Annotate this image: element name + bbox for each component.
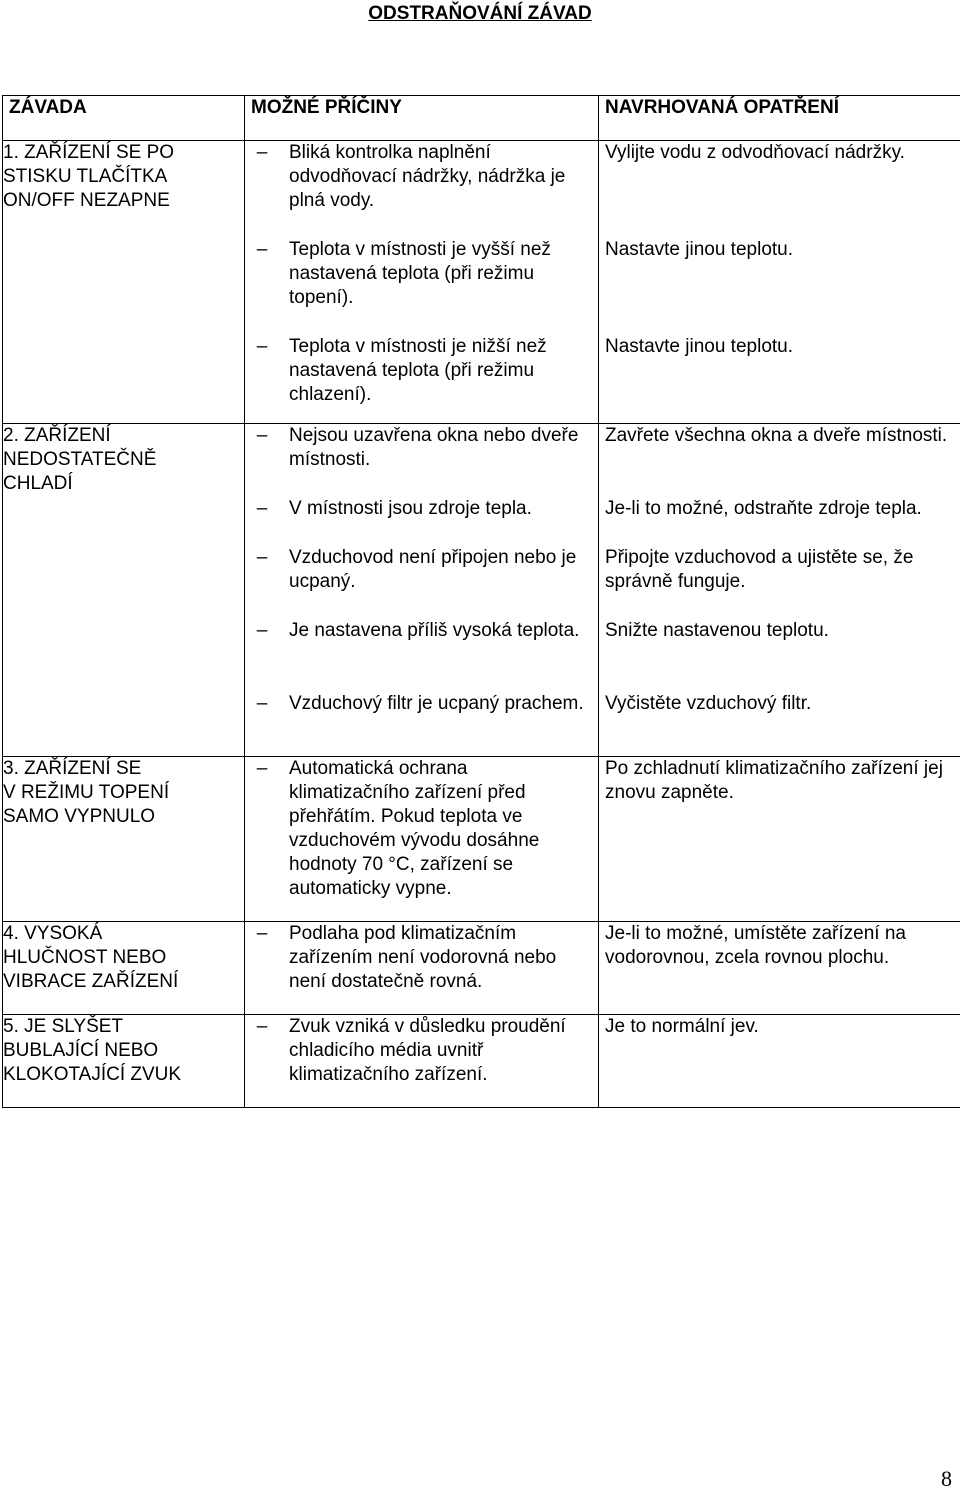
actions-cell <box>599 922 960 1015</box>
cause-item: – Bliká kontrolka naplnění odvodňovací nádržky, nádržka je plná vody. <box>245 141 598 238</box>
cause-item: – V místnosti jsou zdroje tepla. <box>245 497 598 546</box>
cause-item: – Je nastavena příliš vysoká teplota. <box>245 619 598 692</box>
action-item: Připojte vzduchovod a ujistěte se, že správně funguje. <box>605 547 914 592</box>
causes-cell <box>245 141 599 424</box>
action-item: Nastavte jinou teplotu. <box>605 336 794 357</box>
header-causes: MOŽNÉ PŘÍČINY <box>245 96 599 141</box>
action-item: Je-li to možné, odstraňte zdroje tepla. <box>605 498 922 519</box>
cause-item: – Vzduchovod není připojen nebo je ucpaný. <box>245 546 598 619</box>
cause-item: – Vzduchový filtr je ucpaný prachem. <box>245 692 598 756</box>
action-item: Snižte nastavenou teplotu. <box>605 620 829 641</box>
table-row <box>3 424 960 757</box>
table-row <box>3 922 960 1015</box>
fault-cell: 5. JE SLYŠET BUBLAJÍCÍ NEBO KLOKOTAJÍCÍ ZVUK <box>3 1015 245 1108</box>
cause-item: – Teplota v místnosti je vyšší než nastavená teplota (při režimu topení). <box>245 238 598 335</box>
header-actions: NAVRHOVANÁ OPATŘENÍ <box>599 96 960 141</box>
causes-cell <box>245 757 599 922</box>
dash-bullet: – <box>256 336 268 357</box>
cause-item: – Zvuk vzniká v důsledku proudění chladicího média uvnitř klimatizačního zařízení. <box>245 1015 598 1107</box>
dash-bullet: – <box>256 498 268 519</box>
causes-cell <box>245 922 599 1015</box>
action-item: Po zchladnutí klimatizačního zařízení jej znovu zapněte. <box>605 758 943 803</box>
causes-cell <box>245 424 599 757</box>
action-item: Je to normální jev. <box>605 1016 759 1037</box>
cause-item: – Podlaha pod klimatizačním zařízením není vodorovná nebo není dostatečně rovná. <box>245 922 598 1014</box>
page-title: ODSTRAŇOVÁNÍ ZÁVAD <box>368 3 592 24</box>
fault-cell: 4. VYSOKÁ HLUČNOST NEBO VIBRACE ZAŘÍZENÍ <box>3 922 245 1015</box>
dash-bullet: – <box>256 547 268 568</box>
troubleshooting-table <box>2 95 960 1108</box>
cause-item: – Automatická ochrana klimatizačního zařízení před přehřátím. Pokud teplota ve vzduchovém vývodu dosáhne hodnoty 70 °C, zařízení se automaticky vypne. <box>245 757 598 921</box>
actions-cell <box>599 424 960 757</box>
dash-bullet: – <box>256 142 268 163</box>
table-header-row <box>3 96 960 141</box>
causes-cell <box>245 1015 599 1108</box>
table-row <box>3 757 960 922</box>
cause-item: – Nejsou uzavřena okna nebo dveře místnosti. <box>245 424 598 497</box>
action-item: Vyčistěte vzduchový filtr. <box>605 693 812 714</box>
action-item: Zavřete všechna okna a dveře místnosti. <box>605 425 948 446</box>
dash-bullet: – <box>256 693 268 714</box>
dash-bullet: – <box>256 239 268 260</box>
actions-cell <box>599 1015 960 1108</box>
table-row <box>3 1015 960 1108</box>
dash-bullet: – <box>256 425 268 446</box>
dash-bullet: – <box>256 758 268 779</box>
dash-bullet: – <box>256 1016 268 1037</box>
page-number: 8 <box>941 1466 952 1491</box>
dash-bullet: – <box>256 923 268 944</box>
cause-item: – Teplota v místnosti je nižší než nastavená teplota (při režimu chlazení). <box>245 335 598 423</box>
action-item: Je-li to možné, umístěte zařízení na vodorovnou, zcela rovnou plochu. <box>605 923 906 968</box>
fault-cell: 1. ZAŘÍZENÍ SE PO STISKU TLAČÍTKA ON/OFF NEZAPNE <box>3 141 245 424</box>
actions-cell <box>599 141 960 424</box>
header-fault: ZÁVADA <box>3 96 245 141</box>
fault-cell: 2. ZAŘÍZENÍ NEDOSTATEČNĚ CHLADÍ <box>3 424 245 757</box>
dash-bullet: – <box>256 620 268 641</box>
action-item: Vylijte vodu z odvodňovací nádržky. <box>605 142 905 163</box>
fault-cell: 3. ZAŘÍZENÍ SE V REŽIMU TOPENÍ SAMO VYPNULO <box>3 757 245 922</box>
table-row <box>3 141 960 424</box>
action-item: Nastavte jinou teplotu. <box>605 239 794 260</box>
actions-cell <box>599 757 960 922</box>
